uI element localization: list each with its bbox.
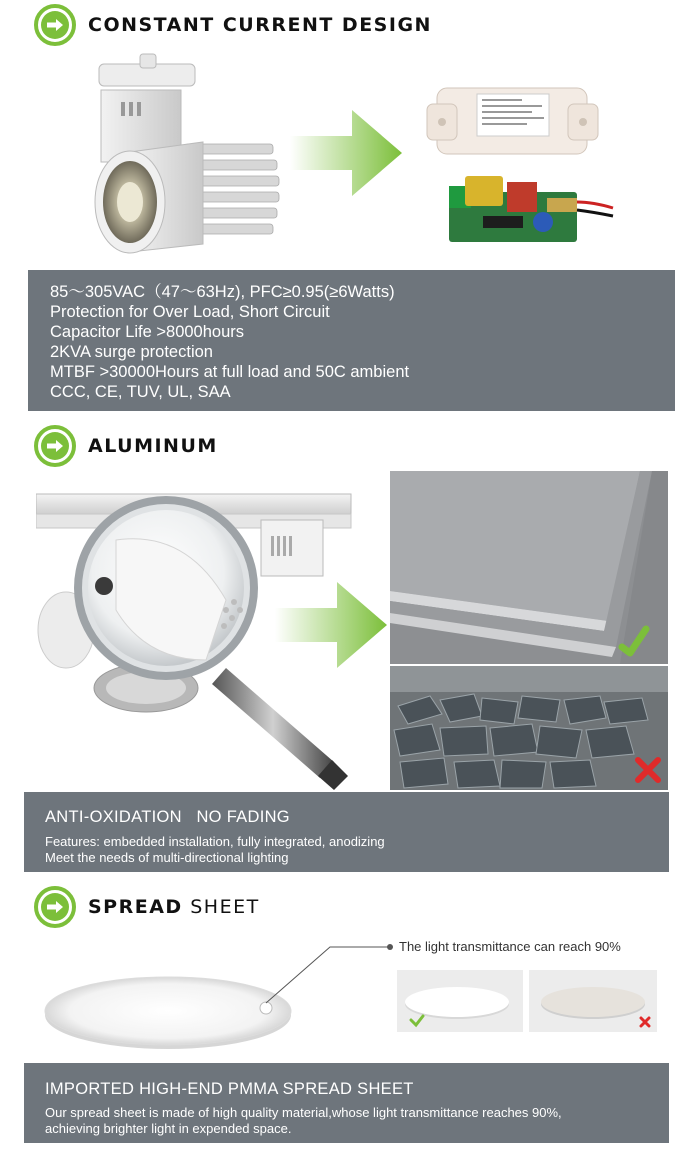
spec-line: MTBF >30000Hours at full load and 50C ambient xyxy=(50,363,410,381)
panel-line: Features: embedded installation, fully integrated, anodizing xyxy=(45,834,385,849)
aluminum-plates-image xyxy=(390,471,668,664)
arrow-right-icon xyxy=(34,886,76,928)
spread-sheet-info-panel xyxy=(24,1063,669,1143)
green-arrow-icon xyxy=(275,580,390,670)
green-arrow-icon xyxy=(290,108,405,198)
constant-current-specs-panel xyxy=(28,270,675,411)
section-title: CONSTANT CURRENT DESIGN xyxy=(88,14,432,36)
panel-line: achieving brighter light in expended space. xyxy=(45,1121,292,1136)
section-heading-spread-sheet xyxy=(34,886,260,928)
panel-line: Meet the needs of multi-directional lighting xyxy=(45,850,289,865)
diffuser-comparison-image xyxy=(397,970,657,1032)
section-heading-constant-current xyxy=(34,4,432,46)
spec-line: 2KVA surge protection xyxy=(50,343,213,361)
spec-line: Protection for Over Load, Short Circuit xyxy=(50,303,330,321)
panel-headline: IMPORTED HIGH-END PMMA SPREAD SHEET xyxy=(45,1080,414,1098)
section-heading-aluminum xyxy=(34,425,218,467)
spec-line: Capacitor Life >8000hours xyxy=(50,323,245,341)
panel-line: Our spread sheet is made of high quality material,whose light transmittance reaches 90%, xyxy=(45,1105,562,1120)
track-light-image xyxy=(85,52,285,257)
diffuser-sheet-image xyxy=(40,935,400,1055)
arrow-right-icon xyxy=(34,4,76,46)
transmittance-callout: The light transmittance can reach 90% xyxy=(399,939,621,954)
circuit-board-image xyxy=(443,172,615,250)
spec-line: CCC, CE, TUV, UL, SAA xyxy=(50,383,231,401)
aluminum-info-panel xyxy=(24,792,669,872)
section-title: SPREAD SHEET xyxy=(88,896,260,918)
spec-line: 85～305VAC（47～63Hz), PFC≥0.95(≥6Watts) xyxy=(50,283,395,301)
panel-headline: ANTI-OXIDATION NO FADING xyxy=(45,808,290,826)
scrap-slag-image xyxy=(390,666,668,790)
arrow-right-icon xyxy=(34,425,76,467)
section-title: ALUMINUM xyxy=(88,435,218,457)
driver-box-image xyxy=(425,82,600,162)
